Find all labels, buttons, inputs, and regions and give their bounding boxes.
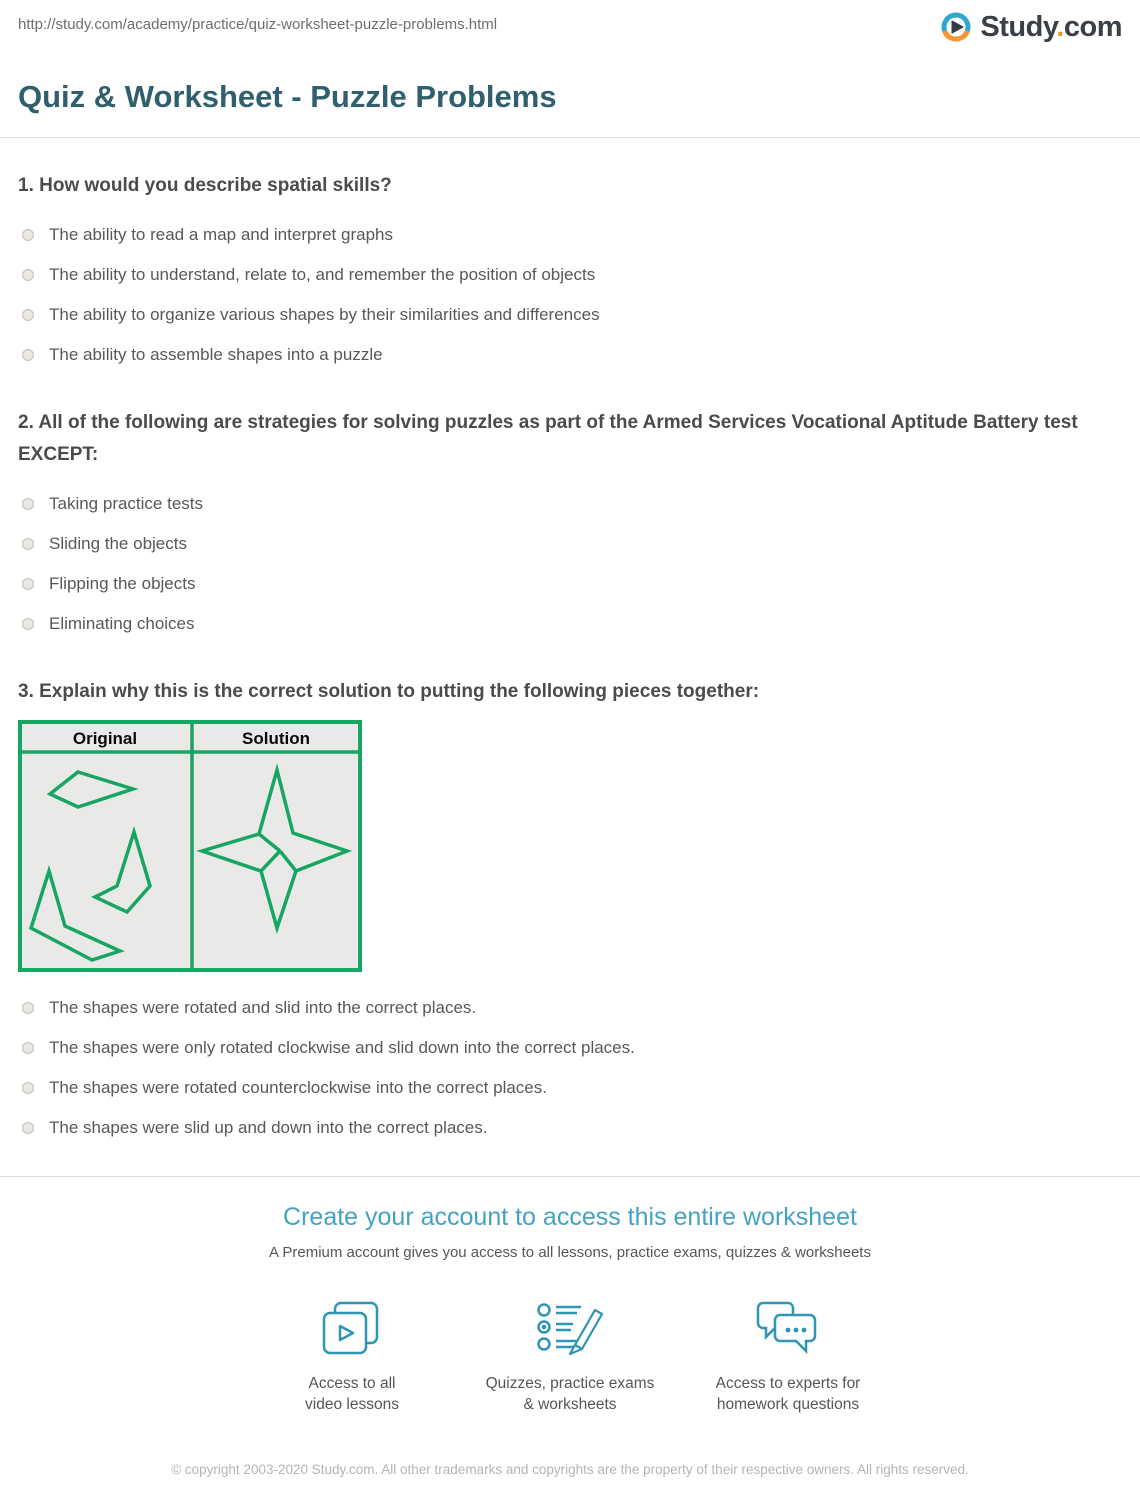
question-1-heading: 1. How would you describe spatial skills?	[18, 175, 392, 196]
option-label[interactable]: Sliding the objects	[49, 534, 187, 553]
option-label[interactable]: Eliminating choices	[49, 614, 195, 633]
title-divider	[0, 137, 1140, 138]
radio-button[interactable]	[22, 1082, 34, 1094]
question-3-options	[0, 988, 1140, 1148]
option-label[interactable]: Flipping the objects	[49, 574, 196, 593]
option-label[interactable]: The ability to organize various shapes by their similarities and differences	[49, 305, 600, 324]
feature-label-line1: Access to experts for	[715, 1375, 861, 1392]
play-circle-icon	[939, 10, 973, 44]
option-row	[0, 335, 1140, 375]
option-label[interactable]: The shapes were slid up and down into the correct places.	[49, 1118, 488, 1137]
figure-col-header-original: Original	[72, 729, 138, 748]
option-row	[0, 988, 1140, 1028]
option-row	[0, 1108, 1140, 1148]
option-row	[0, 484, 1140, 524]
feature-label-line2: & worksheets	[523, 1396, 617, 1413]
feature-label-line2: video lessons	[305, 1396, 399, 1413]
feature-quizzes-worksheets	[475, 1299, 665, 1415]
radio-button[interactable]	[22, 229, 34, 241]
radio-button[interactable]	[22, 269, 34, 281]
video-lessons-icon	[257, 1299, 447, 1359]
cta-subheading: A Premium account gives you access to all lessons, practice exams, quizzes & worksheets	[269, 1244, 871, 1261]
top-bar	[0, 0, 1140, 44]
question-2	[0, 407, 1140, 644]
option-label[interactable]: The shapes were rotated counterclockwise into the correct places.	[49, 1078, 547, 1097]
address-url: http://study.com/academy/practice/quiz-worksheet-puzzle-problems.html	[18, 16, 498, 33]
feature-label-line2: homework questions	[716, 1396, 860, 1413]
question-1	[0, 170, 1140, 375]
option-label[interactable]: The ability to understand, relate to, and remember the position of objects	[49, 265, 596, 284]
feature-label-line1: Quizzes, practice exams	[485, 1375, 655, 1392]
create-account-link[interactable]: Create your account to access this entire worksheet	[283, 1203, 857, 1231]
radio-button[interactable]	[22, 1002, 34, 1014]
option-row	[0, 524, 1140, 564]
question-3-heading: 3. Explain why this is the correct solution to putting the following pieces together:	[18, 681, 760, 702]
feature-label	[475, 1373, 665, 1415]
logo-study: Study	[980, 11, 1057, 43]
option-row	[0, 295, 1140, 335]
logo-wordmark	[980, 10, 1122, 44]
option-row	[0, 215, 1140, 255]
feature-label-line1: Access to all	[308, 1375, 396, 1392]
option-row	[0, 1068, 1140, 1108]
radio-button[interactable]	[22, 498, 34, 510]
option-label[interactable]: Taking practice tests	[49, 494, 204, 513]
option-label[interactable]: The shapes were rotated and slid into the correct places.	[49, 998, 477, 1017]
logo-dot: .	[1056, 11, 1064, 43]
feature-label	[257, 1373, 447, 1415]
option-row	[0, 1028, 1140, 1068]
features-row	[0, 1299, 1140, 1415]
radio-button[interactable]	[22, 349, 34, 361]
radio-button[interactable]	[22, 1122, 34, 1134]
option-row	[0, 604, 1140, 644]
studycom-logo[interactable]	[939, 10, 1122, 44]
radio-button[interactable]	[22, 618, 34, 630]
copyright-notice: © copyright 2003-2020 Study.com. All other trademarks and copyrights are the property of their respective owners. All rights reserved.	[171, 1462, 969, 1477]
option-row	[0, 255, 1140, 295]
radio-button[interactable]	[22, 1042, 34, 1054]
logo-com: com	[1063, 11, 1122, 43]
puzzle-figure-image	[18, 720, 362, 972]
page-title: Quiz & Worksheet - Puzzle Problems	[18, 79, 557, 114]
chat-experts-icon	[693, 1299, 883, 1359]
option-row	[0, 564, 1140, 604]
cta-divider	[0, 1176, 1140, 1177]
question-2-options	[0, 484, 1140, 644]
option-label[interactable]: The shapes were only rotated clockwise and slid down into the correct places.	[49, 1038, 635, 1057]
cta-section	[0, 1203, 1140, 1415]
question-1-options	[0, 215, 1140, 375]
feature-homework-experts	[693, 1299, 883, 1415]
radio-button[interactable]	[22, 309, 34, 321]
quiz-worksheet-icon	[475, 1299, 665, 1359]
feature-video-lessons	[257, 1299, 447, 1415]
option-label[interactable]: The ability to read a map and interpret graphs	[49, 225, 393, 244]
question-3	[0, 676, 1140, 1148]
option-label[interactable]: The ability to assemble shapes into a puzzle	[49, 345, 383, 364]
radio-button[interactable]	[22, 578, 34, 590]
figure-col-header-solution: Solution	[242, 729, 310, 748]
radio-button[interactable]	[22, 538, 34, 550]
figure-background	[18, 720, 362, 972]
feature-label	[693, 1373, 883, 1415]
puzzle-figure	[18, 720, 362, 972]
question-2-heading: 2. All of the following are strategies for solving puzzles as part of the Armed Services Vocational Aptitude Battery test EXCEPT:	[18, 412, 1078, 465]
